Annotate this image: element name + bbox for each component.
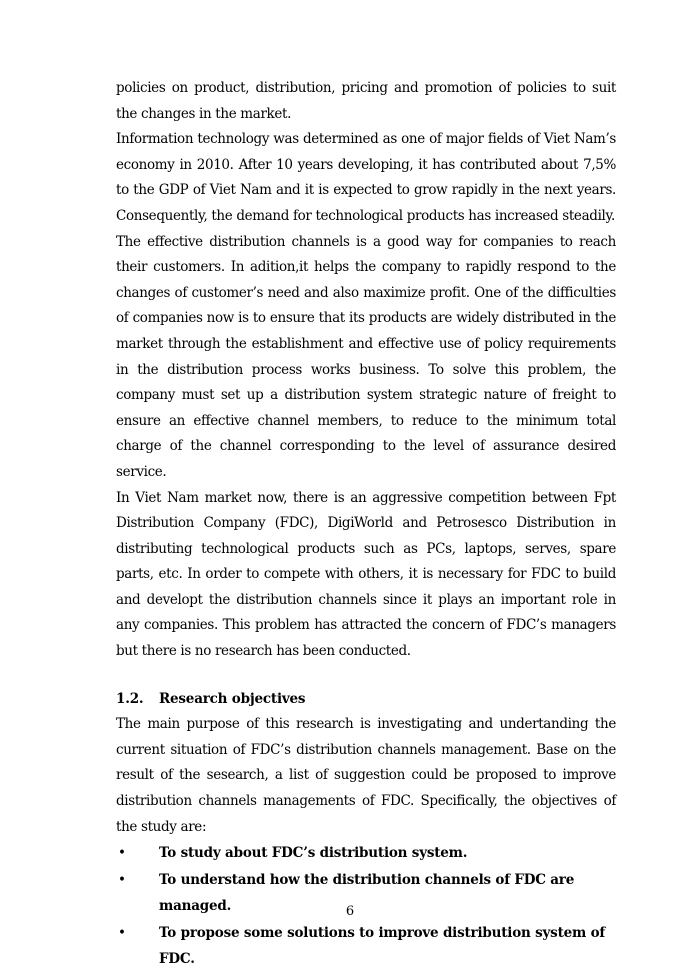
- section-title: Research objectives: [159, 690, 306, 707]
- list-item-text: To study about FDC’s distribution system.: [159, 845, 468, 862]
- bullet-icon: •: [118, 924, 126, 941]
- document-body: [116, 76, 616, 973]
- list-item: [116, 920, 616, 973]
- page-number: 6: [345, 904, 355, 919]
- paragraph-information-technology: Information technology was determined as one of major fields of Viet Nam’s economy in 2010. After 10 years developing, it has contributed about 7,5% to the GDP of Viet Nam and it is expected to grow rapidly in the next years. Consequently, the demand for technological products has increased steadily.: [116, 131, 616, 224]
- paragraph-distribution-channels: The effective distribution channels is a good way for companies to reach their customers. In adition,it helps the company to rapidly respond to the changes of customer’s need and also maximize profit. One of the difficulties of companies now is to ensure that its products are widely distributed in the market through the establishment and effective use of policy requirements in the distribution process works business. To solve this problem, the company must set up a distribution system strategic nature of freight to ensure an effective channel members, to reduce to the minimum total charge of the channel corresponding to the level of assurance desired service.: [116, 233, 616, 480]
- paragraph-policies: policies on product, distribution, pricing and promotion of policies to suit the changes in the market.: [116, 80, 616, 122]
- bullet-icon: •: [118, 871, 126, 888]
- list-item-text: To understand how the distribution channels of FDC are managed.: [159, 871, 575, 915]
- paragraph-market-competition: In Viet Nam market now, there is an aggressive competition between Fpt Distribution Company (FDC), DigiWorld and Petrosesco Distribution in distributing technological products such as PCs, laptops, serves, spare parts, etc. In order to compete with others, it is necessary for FDC to build and developt the distribution channels since it plays an important role in any companies. This problem has attracted the concern of FDC’s managers but there is no research has been conducted.: [116, 489, 616, 660]
- list-item: [116, 840, 616, 867]
- paragraph-research-objectives: The main purpose of this research is investigating and undertanding the current situation of FDC’s distribution channels management. Base on the result of the sesearch, a list of suggestion could be proposed to improve distribution channels managements of FDC. Specifically, the objectives of the study are:: [116, 716, 616, 835]
- list-item-text: To propose some solutions to improve distribution system of FDC.: [159, 924, 605, 968]
- section-heading: [116, 687, 616, 713]
- bullet-icon: •: [118, 845, 126, 862]
- section-number: 1.2.: [116, 690, 144, 707]
